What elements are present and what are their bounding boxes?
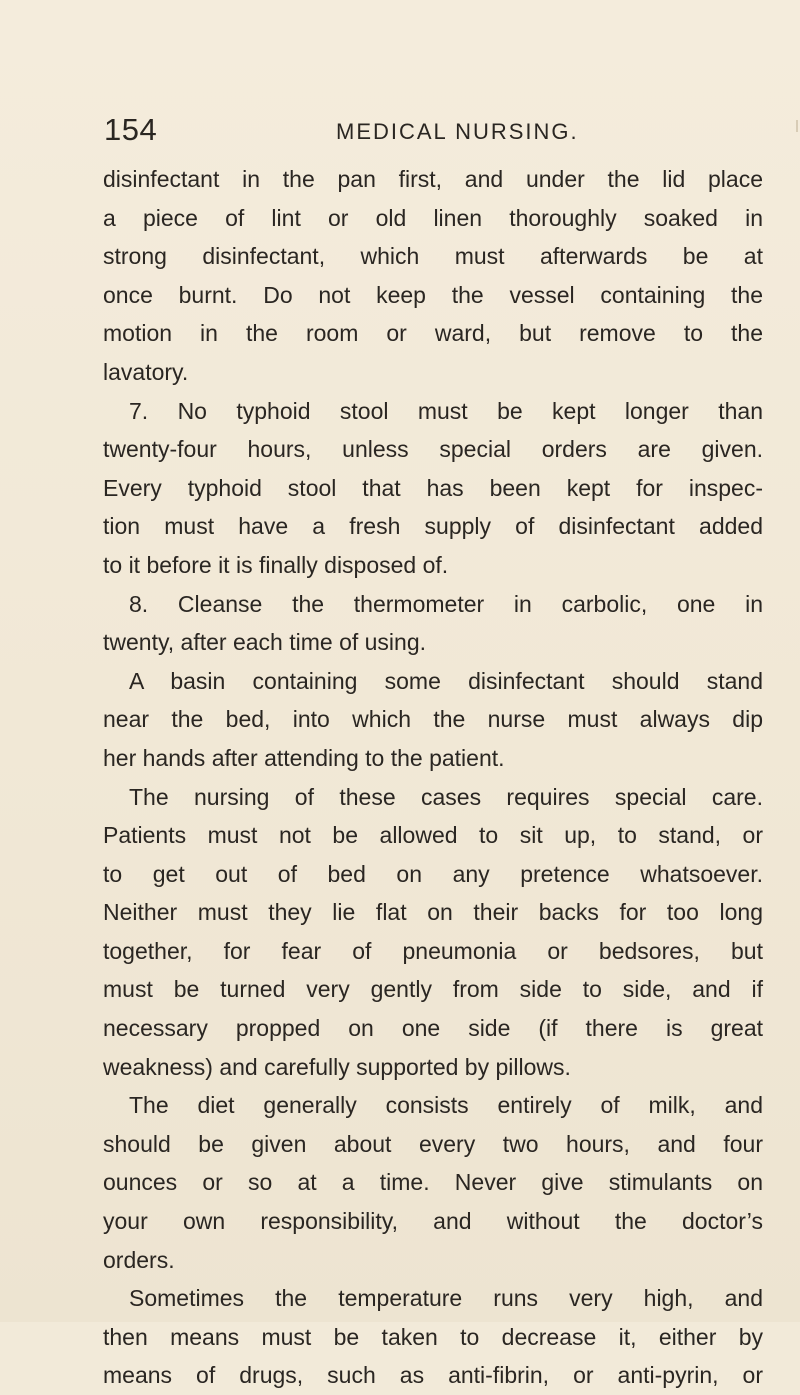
text-line: disinfectant in the pan first, and under the lid place [103, 166, 763, 192]
text-line: The diet generally consists entirely of milk, and [129, 1092, 763, 1119]
text-line: must be turned very gently from side to side, and if [103, 976, 763, 1003]
text-line: Neither must they lie flat on their backs for too long [103, 899, 763, 926]
text-line: twenty-four hours, unless special orders are given. [103, 436, 763, 463]
text-line: your own responsibility, and without the doctor’s [103, 1208, 763, 1235]
text-line: then means must be taken to decrease it, either by [103, 1323, 763, 1350]
page-edge-mark [796, 120, 798, 132]
text-line: means of drugs, such as anti-fibrin, or anti-pyrin, or [103, 1362, 763, 1389]
page-number: 154 [104, 112, 158, 147]
text-line: motion in the room or ward, but remove to the [103, 320, 763, 347]
page-header [104, 110, 754, 154]
running-head: MEDICAL NURSING. [336, 119, 579, 144]
body-text [103, 160, 763, 1395]
text-line: 7. No typhoid stool must be kept longer than [129, 397, 763, 424]
text-line: to get out of bed on any pretence whatsoever. [103, 860, 763, 887]
text-line: 8. Cleanse the thermometer in carbolic, one in [129, 590, 763, 617]
text-line: A basin containing some disinfectant should stand [129, 667, 763, 694]
text-line: lavatory. [103, 358, 189, 385]
text-line: to it before it is finally disposed of. [103, 551, 449, 578]
text-line: twenty, after each time of using. [103, 629, 427, 656]
text-line: tion must have a fresh supply of disinfectant added [103, 513, 763, 540]
text-line: once burnt. Do not keep the vessel containing the [103, 281, 763, 308]
text-line: Patients must not be allowed to sit up, to stand, or [103, 822, 763, 849]
text-line: should be given about every two hours, and four [103, 1130, 763, 1157]
text-line: near the bed, into which the nurse must always dip [103, 706, 763, 733]
text-line: orders. [103, 1246, 175, 1273]
text-line: Sometimes the temperature runs very high, and [129, 1285, 763, 1312]
text-line: strong disinfectant, which must afterwards be at [103, 243, 763, 270]
text-line: together, for fear of pneumonia or bedsores, but [103, 937, 763, 964]
text-line: a piece of lint or old linen thoroughly soaked in [103, 204, 763, 231]
text-line: The nursing of these cases requires special care. [129, 783, 763, 810]
text-line: ounces or so at a time. Never give stimulants on [103, 1169, 763, 1196]
text-line: weakness) and carefully supported by pillows. [103, 1053, 571, 1080]
text-line: necessary propped on one side (if there is great [103, 1015, 763, 1042]
text-line: her hands after attending to the patient. [103, 744, 505, 771]
text-line: Every typhoid stool that has been kept for inspec- [103, 474, 763, 501]
